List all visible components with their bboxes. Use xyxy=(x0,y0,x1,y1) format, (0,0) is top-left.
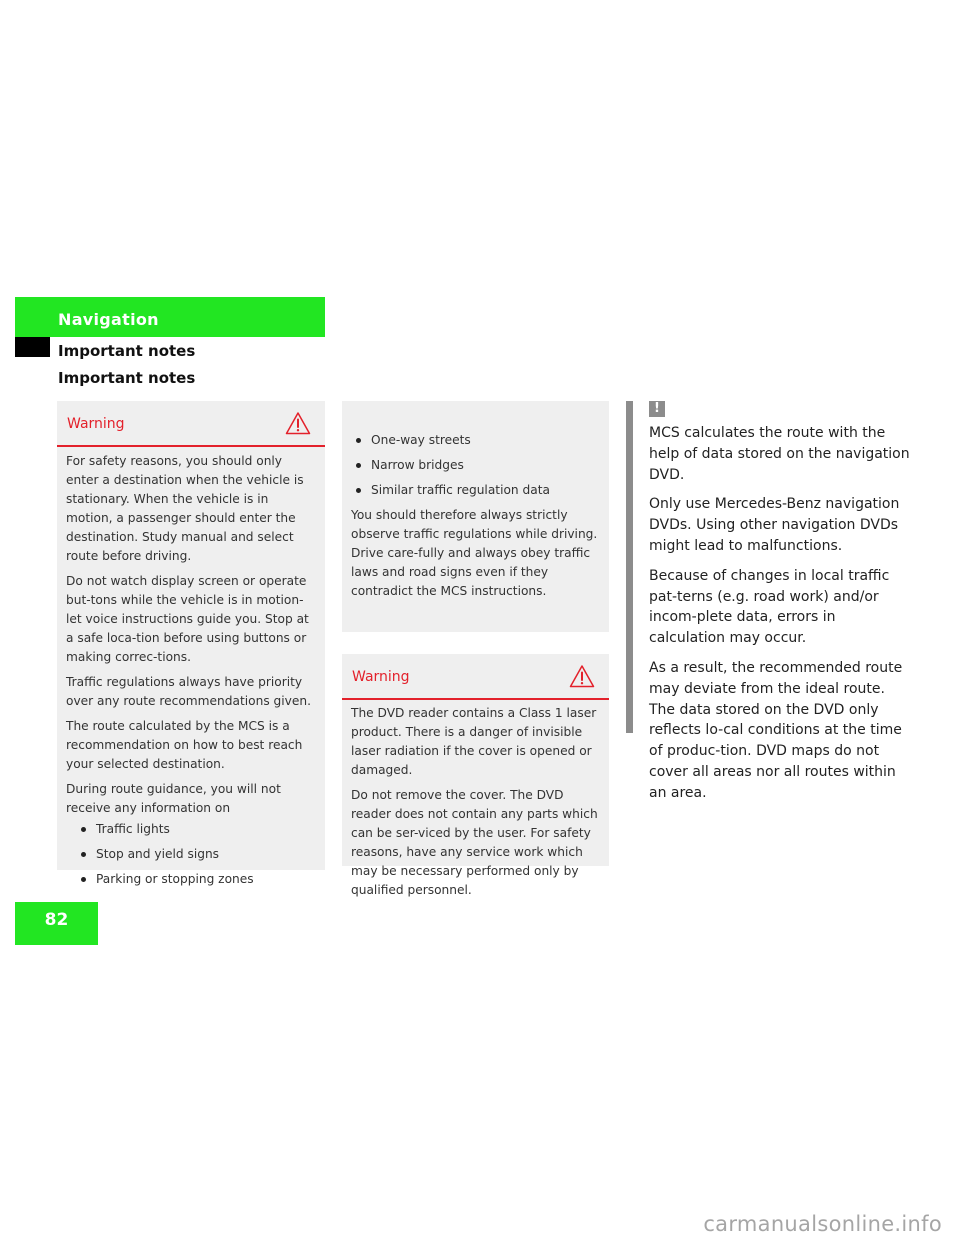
warning-triangle-icon xyxy=(285,411,311,435)
warning-body xyxy=(66,452,317,895)
warning-paragraph: Do not remove the cover. The DVD reader does not contain any parts which can be ser-viced by the user. For safety reasons, have any service work which may be necessary performed only by qualified personnel. xyxy=(351,788,598,897)
note-exclamation-icon: ! xyxy=(649,401,665,417)
warning-box-continued xyxy=(342,401,609,632)
continued-body xyxy=(351,431,601,607)
chapter-subheader: Important notes xyxy=(58,342,196,360)
warning-paragraph: During route guidance, you will not receive any information on xyxy=(66,782,281,815)
warning-label: Warning xyxy=(352,669,410,685)
list-item: Traffic lights xyxy=(76,820,317,839)
bullet-list xyxy=(76,820,317,889)
continued-paragraph: You should therefore always strictly observe traffic regulations while driving. Drive care-fully and always obey traffic laws and road signs even if they contradict the MCS instructions. xyxy=(351,508,598,598)
warning-triangle-icon xyxy=(569,664,595,688)
warning-header xyxy=(342,654,609,700)
watermark: carmanualsonline.info xyxy=(703,1212,942,1236)
warning-paragraph: The route calculated by the MCS is a recommendation on how to best reach your selected destination. xyxy=(66,719,303,771)
warning-paragraph: For safety reasons, you should only enter a destination when the vehicle is stationary. When the vehicle is in motion, a passenger should enter the destination. Study manual and select route before driving. xyxy=(66,454,304,563)
warning-paragraph: The DVD reader contains a Class 1 laser product. There is a danger of invisible laser radiation if the cover is opened or damaged. xyxy=(351,706,597,777)
chapter-title: Navigation xyxy=(58,310,159,329)
list-item: Similar traffic regulation data xyxy=(351,481,601,500)
page-number: 82 xyxy=(44,910,69,930)
bullet-list xyxy=(351,431,601,500)
header-tab-marker xyxy=(15,337,50,357)
warning-body xyxy=(351,704,601,906)
warning-label: Warning xyxy=(67,416,125,432)
list-item: Narrow bridges xyxy=(351,456,601,475)
warning-box-dvd xyxy=(342,654,609,897)
note-side-bar xyxy=(626,401,633,733)
note-paragraph: As a result, the recommended route may deviate from the ideal route. The data stored on the DVD only reflects lo-cal conditions at the time of produc-tion. DVD maps do not cover all areas nor all routes within an area. xyxy=(649,659,903,801)
note-paragraph: Only use Mercedes-Benz navigation DVDs. Using other navigation DVDs might lead to malfunctions. xyxy=(649,496,900,554)
warning-paragraph: Do not watch display screen or operate but-tons while the vehicle is in motion- let voice instructions guide you. Stop at a safe loca-tion before using buttons or making correc-tions. xyxy=(66,574,309,664)
warning-header xyxy=(57,401,325,447)
note-body xyxy=(649,423,911,813)
note-paragraph: MCS calculates the route with the help of data stored on the navigation DVD. xyxy=(649,425,910,483)
warning-paragraph: Traffic regulations always have priority over any route recommendations given. xyxy=(66,675,311,708)
list-item: Stop and yield signs xyxy=(76,845,317,864)
list-item: Parking or stopping zones xyxy=(76,870,317,889)
note-paragraph: Because of changes in local traffic pat-terns (e.g. road work) and/or incom-plete data, errors in calculation may occur. xyxy=(649,567,890,647)
warning-box-safety xyxy=(57,401,325,886)
list-item: One-way streets xyxy=(351,431,601,450)
section-title: Important notes xyxy=(58,369,196,387)
